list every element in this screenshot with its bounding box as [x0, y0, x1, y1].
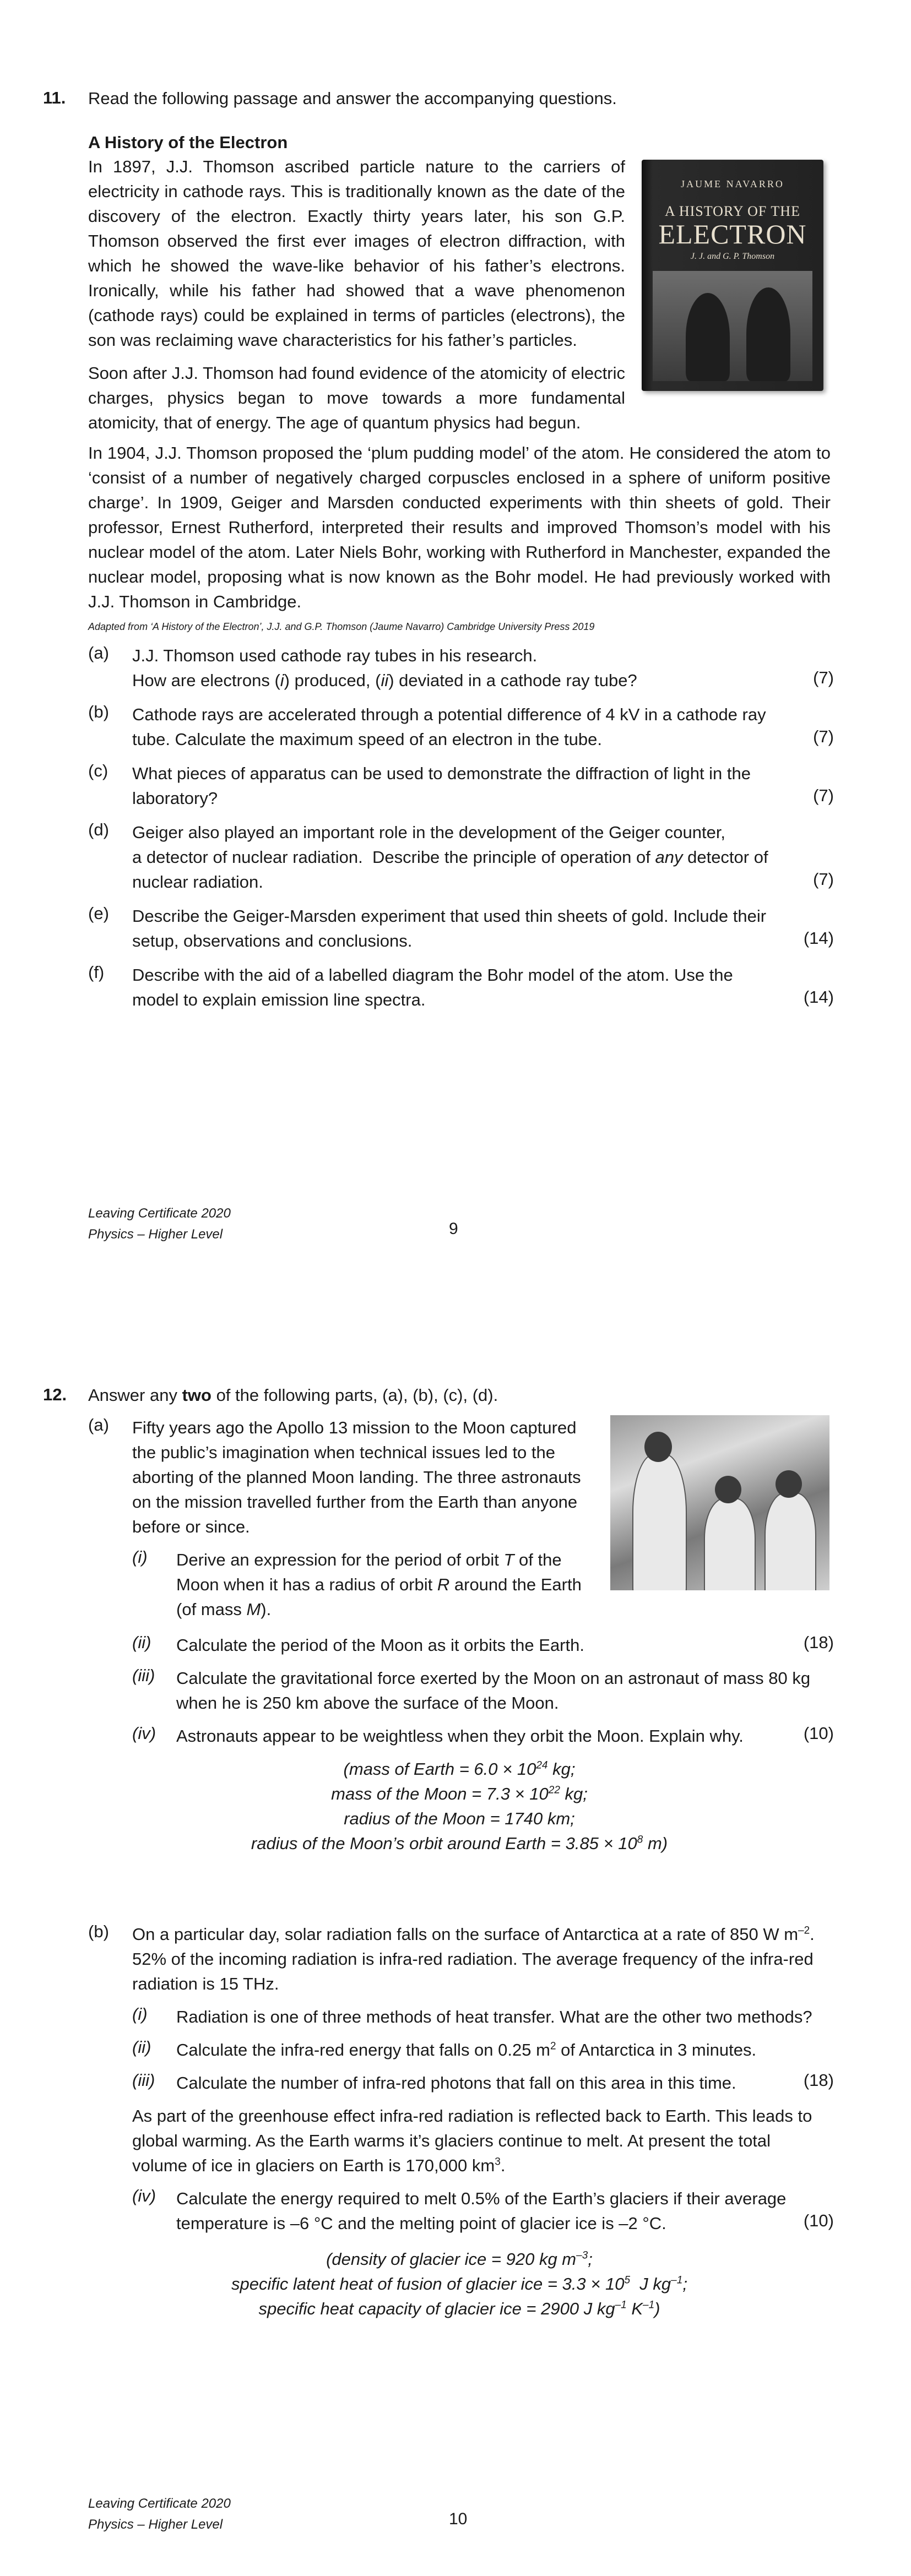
book-author: JAUME NAVARRO: [681, 178, 784, 189]
part-d-line-3: nuclear radiation.: [132, 872, 263, 892]
subpart-a-iv-marks: (10): [803, 1724, 834, 1743]
part-c-line-2: laboratory?: [132, 789, 218, 808]
subpart-label: (i): [132, 1547, 148, 1567]
book-photo: [653, 271, 812, 381]
subpart-label: (ii): [132, 1633, 151, 1652]
part-f-marks: (14): [803, 987, 834, 1007]
data-line: (mass of Earth = $6.0 \times 10^{24}$ kg;: [343, 1759, 576, 1779]
passage-heading: A History of the Electron: [88, 133, 288, 152]
footer-exam: Leaving Certificate 2020: [88, 1206, 231, 1221]
astronaut-head: [776, 1470, 802, 1498]
part-label: (a): [88, 643, 109, 662]
subpart-a-iv-line-1: Astronauts appear to be weightless when they orbit the Moon. Explain why.: [176, 1726, 744, 1746]
subpart-label: (ii): [132, 2037, 151, 2057]
subpart-label: (iii): [132, 1666, 155, 1685]
subpart-a-ii-marks: (18): [803, 1633, 834, 1652]
part-b-marks: (7): [813, 727, 834, 746]
page-number: 10: [449, 2510, 468, 2528]
book-title-main: ELECTRON: [658, 219, 807, 249]
astronaut-head: [715, 1476, 741, 1503]
part-label: (e): [88, 904, 109, 923]
part-b-text-2: 52% of the incoming radiation is infra-red radiation. The average frequency of the infra-red: [132, 1949, 814, 1969]
question-intro: [88, 1383, 498, 1407]
page-9: [0, 0, 911, 1283]
page-10: [0, 1322, 911, 2576]
part-label: (a): [88, 1415, 109, 1434]
subpart-label: (i): [132, 2004, 148, 2024]
page-number: 9: [449, 1220, 458, 1238]
part-e-marks: (14): [803, 928, 834, 948]
data-line: specific latent heat of fusion of glacier ice = $3.3 \times 10^5$ J $kg^{-1}$;: [231, 2274, 687, 2294]
apollo-astronauts-photo: [610, 1415, 829, 1590]
subpart-label: (iii): [132, 2070, 155, 2090]
data-line: (density of glacier ice = 920 kg $m^{-3}$;: [326, 2249, 593, 2269]
book-cover-image: [642, 160, 823, 391]
subpart-a-i-line-2: Moon when it has a radius of orbit R around the Earth: [176, 1575, 582, 1594]
part-a-line-1: J.J. Thomson used cathode ray tubes in his research.: [132, 646, 538, 665]
book-subtitle: J. J. and G. P. Thomson: [690, 252, 775, 261]
part-e-line-2: setup, observations and conclusions.: [132, 931, 413, 950]
subpart-b-ii-line-1: Calculate the infra-red energy that falls on 0.25 $m^2$ of Antarctica in 3 minutes.: [176, 2040, 757, 2059]
part-a-text-5: before or since.: [132, 1517, 250, 1536]
astronaut-head: [644, 1432, 672, 1462]
subpart-b-iv-line-1: Calculate the energy required to melt 0.5% of the Earth’s glaciers if their average: [176, 2189, 787, 2208]
part-f-line-1: Describe with the aid of a labelled diagram the Bohr model of the atom. Use the: [132, 965, 733, 985]
part-a-text-3: aborting of the planned Moon landing. The three astronauts: [132, 1468, 581, 1487]
part-d-marks: (7): [813, 869, 834, 889]
passage-paragraph-1: In 1897, J.J. Thomson ascribed particle nature to the carriers of electricity in cathode rays. This is traditionally known as the date of the discovery of the electron. Exactly thirty years later, his son G.P. Thomson observed the first ever images of electron diffraction, with which he showed the wave-like behavior of his father’s electrons. Ironically, while his father had showed that a wave phenomenon (cathode rays) could be explained in terms of particles (electrons), the son was reclaiming wave characteristics for his father’s particles.: [88, 157, 625, 350]
subpart-label: (iv): [132, 1724, 156, 1743]
part-label: (c): [88, 761, 109, 780]
subpart-a-i-line-1: Derive an expression for the period of orbit T of the: [176, 1550, 562, 1569]
book-title-top: A HISTORY OF THE: [665, 203, 800, 219]
footer-subject: Physics – Higher Level: [88, 1227, 223, 1242]
footer-subject: Physics – Higher Level: [88, 2517, 223, 2532]
part-b-line-1: Cathode rays are accelerated through a potential difference of 4 kV in a cathode ray: [132, 705, 766, 724]
astronaut-figure: [764, 1492, 816, 1590]
data-line: radius of the Moon = 1740 km;: [344, 1809, 575, 1828]
data-line: radius of the Moon’s orbit around Earth = $3.85 \times 10^8$ m): [251, 1834, 668, 1853]
intro-text: Answer any: [88, 1385, 182, 1405]
data-line: specific heat capacity of glacier ice = 2900 J $kg^{-1}$ $K^{-1}$): [258, 2299, 660, 2318]
part-label: (f): [88, 963, 105, 982]
part-a-line-2: How are electrons (i) produced, (ii) deviated in a cathode ray tube?: [132, 671, 637, 690]
part-a-text-2: the public’s imagination when technical issues led to the: [132, 1443, 556, 1462]
astronaut-figure: [704, 1498, 756, 1590]
subpart-a-i-line-3: (of mass M).: [176, 1600, 272, 1619]
subpart-b-iv-line-2: temperature is –6 °C and the melting point of glacier ice is –2 °C.: [176, 2214, 666, 2233]
passage-paragraph-3: In 1904, J.J. Thomson proposed the ‘plum pudding model’ of the atom. He considered the atom to ‘consist of a number of negatively charged corpuscles enclosed in a sphere of uniform positive charge’. In 1909, Geiger and Marsden conducted experiments with thin sheets of gold. Their professor, Ernest Rutherford, interpreted their results and improved Thomson’s model with his nuclear model of the atom. Later Niels Bohr, working with Rutherford in Manchester, expanded the nuclear model, proposing what is now known as the Bohr model. He had previously worked with J.J. Thomson in Cambridge.: [88, 443, 831, 611]
passage-paragraph-2: Soon after J.J. Thomson had found evidence of the atomicity of electric charges, physics began to move towards a more fundamental atomicity, that of energy. The age of quantum physics had begun.: [88, 363, 625, 432]
subpart-a-iii-line-2: when he is 250 km above the surface of the Moon.: [176, 1693, 559, 1713]
part-b-line-2: tube. Calculate the maximum speed of an electron in the tube.: [132, 730, 602, 749]
question-number: 12.: [43, 1385, 67, 1404]
part-c-line-1: What pieces of apparatus can be used to demonstrate the diffraction of light in the: [132, 764, 751, 783]
subpart-a-ii-line-1: Calculate the period of the Moon as it orbits the Earth.: [176, 1635, 584, 1655]
subpart-b-iii-line-1: Calculate the number of infra-red photons that fall on this area in this time.: [176, 2073, 736, 2093]
subpart-b-iii-marks: (18): [803, 2070, 834, 2090]
part-d-line-2: a detector of nuclear radiation. Describe the principle of operation of any detector of: [132, 847, 768, 867]
part-e-line-1: Describe the Geiger-Marsden experiment that used thin sheets of gold. Include their: [132, 906, 767, 926]
part-a-text-1: Fifty years ago the Apollo 13 mission to the Moon captured: [132, 1418, 577, 1437]
part-b-mid-2: global warming. As the Earth warms it’s glaciers continue to melt. At present the total: [132, 2131, 771, 2150]
part-b-mid-3: volume of ice in glaciers on Earth is 170,000 $km^3$.: [132, 2156, 506, 2175]
part-a-text-4: on the mission travelled further from the Earth than anyone: [132, 1492, 578, 1512]
part-label: (b): [88, 1922, 109, 1941]
figure-silhouette: [686, 293, 730, 381]
question-intro: Read the following passage and answer the accompanying questions.: [88, 89, 617, 108]
figure-silhouette: [746, 287, 790, 381]
source-citation: Adapted from ‘A History of the Electron’, J.J. and G.P. Thomson (Jaume Navarro) Cambridge University Press 2019: [88, 621, 595, 632]
subpart-b-i-line-1: Radiation is one of three methods of heat transfer. What are the other two methods?: [176, 2007, 812, 2026]
part-d-line-1: Geiger also played an important role in the development of the Geiger counter,: [132, 823, 726, 842]
data-line: mass of the Moon = $7.3 \times 10^{22}$ kg;: [331, 1784, 588, 1803]
intro-text: of the following parts, (a), (b), (c), (d).: [211, 1385, 498, 1405]
subpart-a-iii-line-1: Calculate the gravitational force exerted by the Moon on an astronaut of mass 80 kg: [176, 1669, 811, 1688]
part-label: (d): [88, 820, 109, 839]
intro-bold: two: [182, 1385, 212, 1405]
part-f-line-2: model to explain emission line spectra.: [132, 990, 426, 1009]
subpart-label: (iv): [132, 2186, 156, 2205]
part-c-marks: (7): [813, 786, 834, 805]
part-a-marks: (7): [813, 668, 834, 687]
astronaut-figure: [632, 1454, 687, 1590]
footer-exam: Leaving Certificate 2020: [88, 2496, 231, 2511]
part-b-text-1: On a particular day, solar radiation falls on the surface of Antarctica at a rate of 850 W $m^{-2}$.: [132, 1925, 815, 1944]
part-b-text-3: radiation is 15 THz.: [132, 1974, 279, 1993]
part-b-mid-1: As part of the greenhouse effect infra-red radiation is reflected back to Earth. This leads to: [132, 2106, 812, 2126]
question-number: 11.: [43, 88, 66, 107]
subpart-b-iv-marks: (10): [803, 2211, 834, 2230]
part-label: (b): [88, 702, 109, 721]
